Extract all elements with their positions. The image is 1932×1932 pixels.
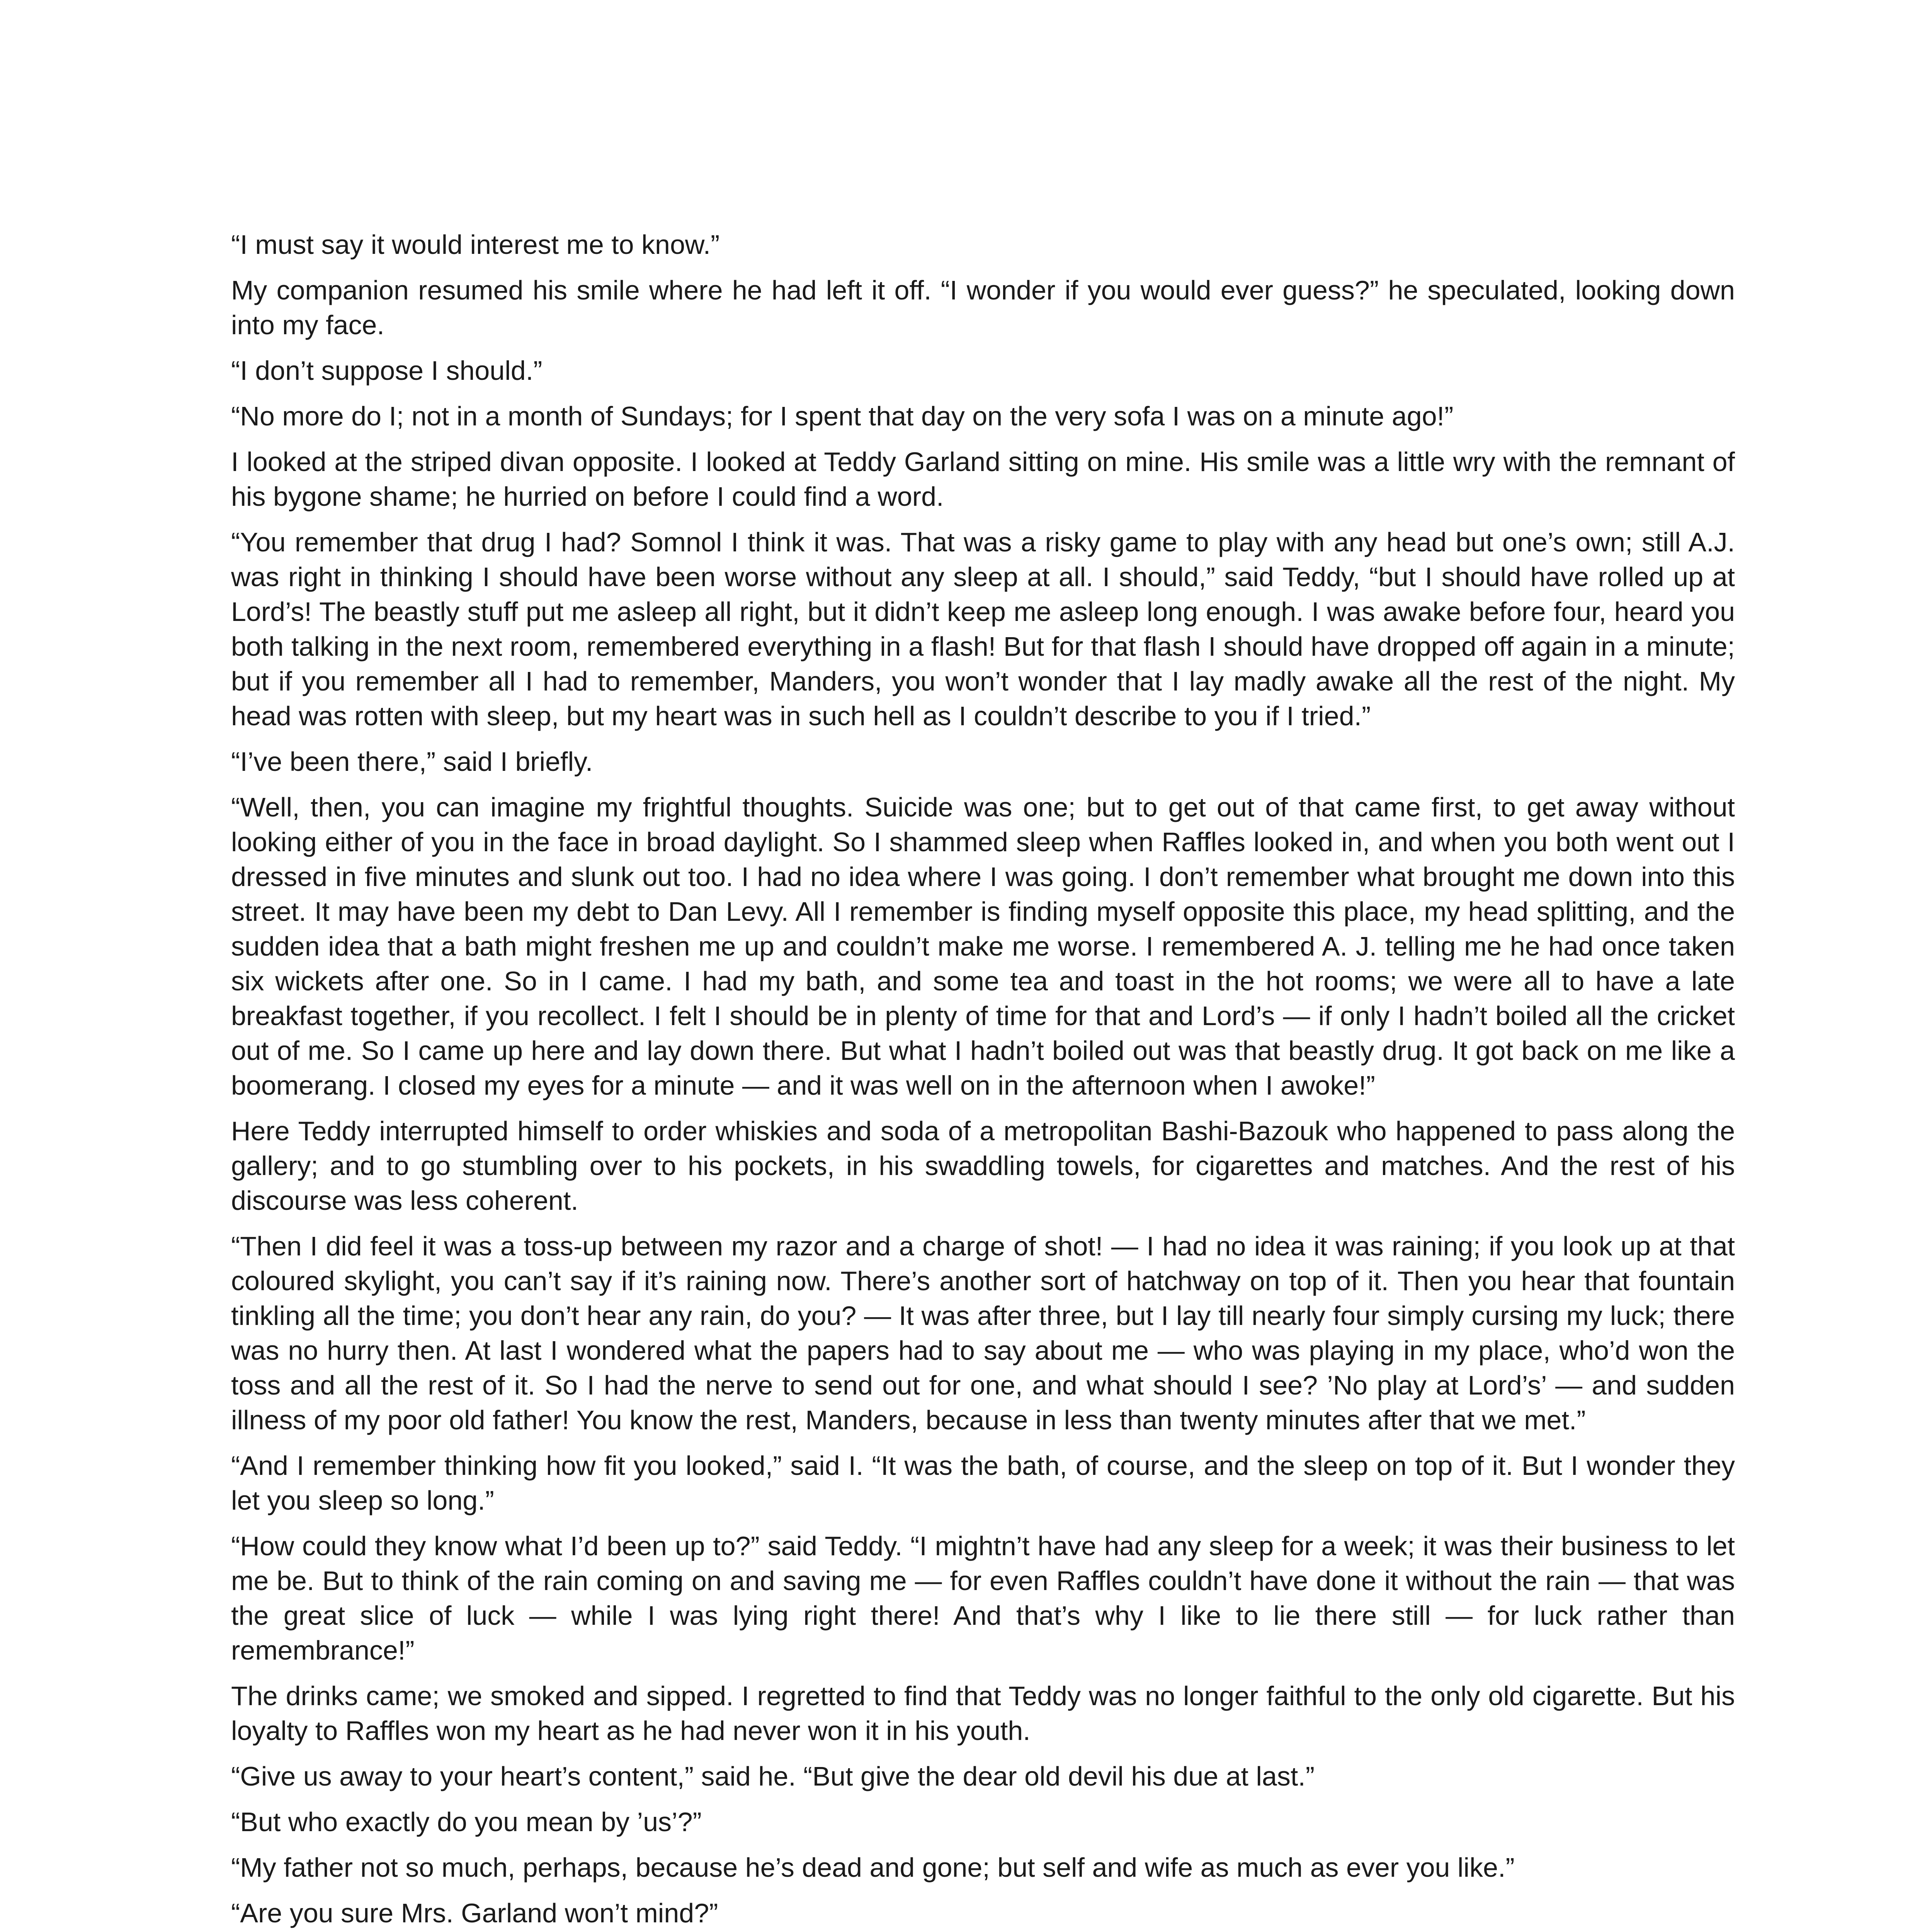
paragraph: Here Teddy interrupted himself to order whiskies and soda of a metropolitan Bashi-Bazouk who happened to pass along the gallery; and to go stumbling over to his pockets, in his swaddling towels, for cigarettes and matches. And the rest of his discourse was less coherent. — [231, 1116, 1735, 1216]
paragraph: “And I remember thinking how fit you looked,” said I. “It was the bath, of course, and the sleep on top of it. But I wonder they let you sleep so long.” — [231, 1451, 1735, 1515]
paragraph: “Well, then, you can imagine my frightful thoughts. Suicide was one; but to get out of that came first, to get away without looking either of you in the face in broad daylight. So I shammed sleep when Raffles looked in, and when you both went out I dressed in five minutes and slunk out too. I had no idea where I was going. I don’t remember what brought me down into this street. It may have been my debt to Dan Levy. All I remember is finding myself opposite this place, my head splitting, and the sudden idea that a bath might freshen me up and couldn’t make me worse. I remembered A. J. telling me he had once taken six wickets after one. So in I came. I had my bath, and some tea and toast in the hot rooms; we were all to have a late breakfast together, if you recollect. I felt I should be in plenty of time for that and Lord’s — if only I hadn’t boiled all the cricket out of me. So I came up here and lay down there. But what I hadn’t boiled out was that beastly drug. It got back on me like a boomerang. I closed my eyes for a minute — and it was well on in the afternoon when I awoke!” — [231, 792, 1735, 1100]
paragraph: “But who exactly do you mean by ’us’?” — [231, 1807, 702, 1837]
paragraph: “I don’t suppose I should.” — [231, 355, 543, 386]
paragraph: “Give us away to your heart’s content,” said he. “But give the dear old devil his due at last.” — [231, 1761, 1315, 1791]
paragraph: “No more do I; not in a month of Sundays; for I spent that day on the very sofa I was on a minute ago!” — [231, 401, 1454, 431]
paragraph: I looked at the striped divan opposite. I looked at Teddy Garland sitting on mine. His smile was a little wry with the remnant of his bygone shame; he hurried on before I could find a word. — [231, 447, 1735, 512]
paragraph: My companion resumed his smile where he had left it off. “I wonder if you would ever guess?” he speculated, looking down into my face. — [231, 275, 1735, 340]
paragraph: “You remember that drug I had? Somnol I think it was. That was a risky game to play with any head but one’s own; still A.J. was right in thinking I should have been worse without any sleep at all. I should,” said Teddy, “but I should have rolled up at Lord’s! The beastly stuff put me asleep all right, but it didn’t keep me asleep long enough. I was awake before four, heard you both talking in the next room, remembered everything in a flash! But for that flash I should have dropped off again in a minute; but if you remember all I had to remember, Manders, you won’t wonder that I lay madly awake all the rest of the night. My head was rotten with sleep, but my heart was in such hell as I couldn’t describe to you if I tried.” — [231, 527, 1735, 731]
paragraph: “I’ve been there,” said I briefly. — [231, 747, 593, 777]
paragraph: “Are you sure Mrs. Garland won’t mind?” — [231, 1898, 718, 1928]
paragraph: The drinks came; we smoked and sipped. I regretted to find that Teddy was no longer faithful to the only old cigarette. But his loyalty to Raffles won my heart as he had never won it in his youth. — [231, 1681, 1735, 1746]
paragraph: “I must say it would interest me to know.” — [231, 230, 720, 260]
body-text — [231, 227, 1735, 1932]
paragraph: “My father not so much, perhaps, because he’s dead and gone; but self and wife as much as ever you like.” — [231, 1852, 1515, 1883]
paragraph: “Then I did feel it was a toss-up between my razor and a charge of shot! — I had no idea it was raining; if you look up at that coloured skylight, you can’t say if it’s raining now. There’s another sort of hatchway on top of it. Then you hear that fountain tinkling all the time; you don’t hear any rain, do you? — It was after three, but I lay till nearly four simply cursing my luck; there was no hurry then. At last I wondered what the papers had to say about me — who was playing in my place, who’d won the toss and all the rest of it. So I had the nerve to send out for one, and what should I see? ’No play at Lord’s’ — and sudden illness of my poor old father! You know the rest, Manders, because in less than twenty minutes after that we met.” — [231, 1231, 1735, 1435]
paragraph: “How could they know what I’d been up to?” said Teddy. “I mightn’t have had any sleep for a week; it was their business to let me be. But to think of the rain coming on and saving me — for even Raffles couldn’t have done it without the rain — that was the great slice of luck — while I was lying right there! And that’s why I like to lie there still — for luck rather than remembrance!” — [231, 1531, 1735, 1665]
